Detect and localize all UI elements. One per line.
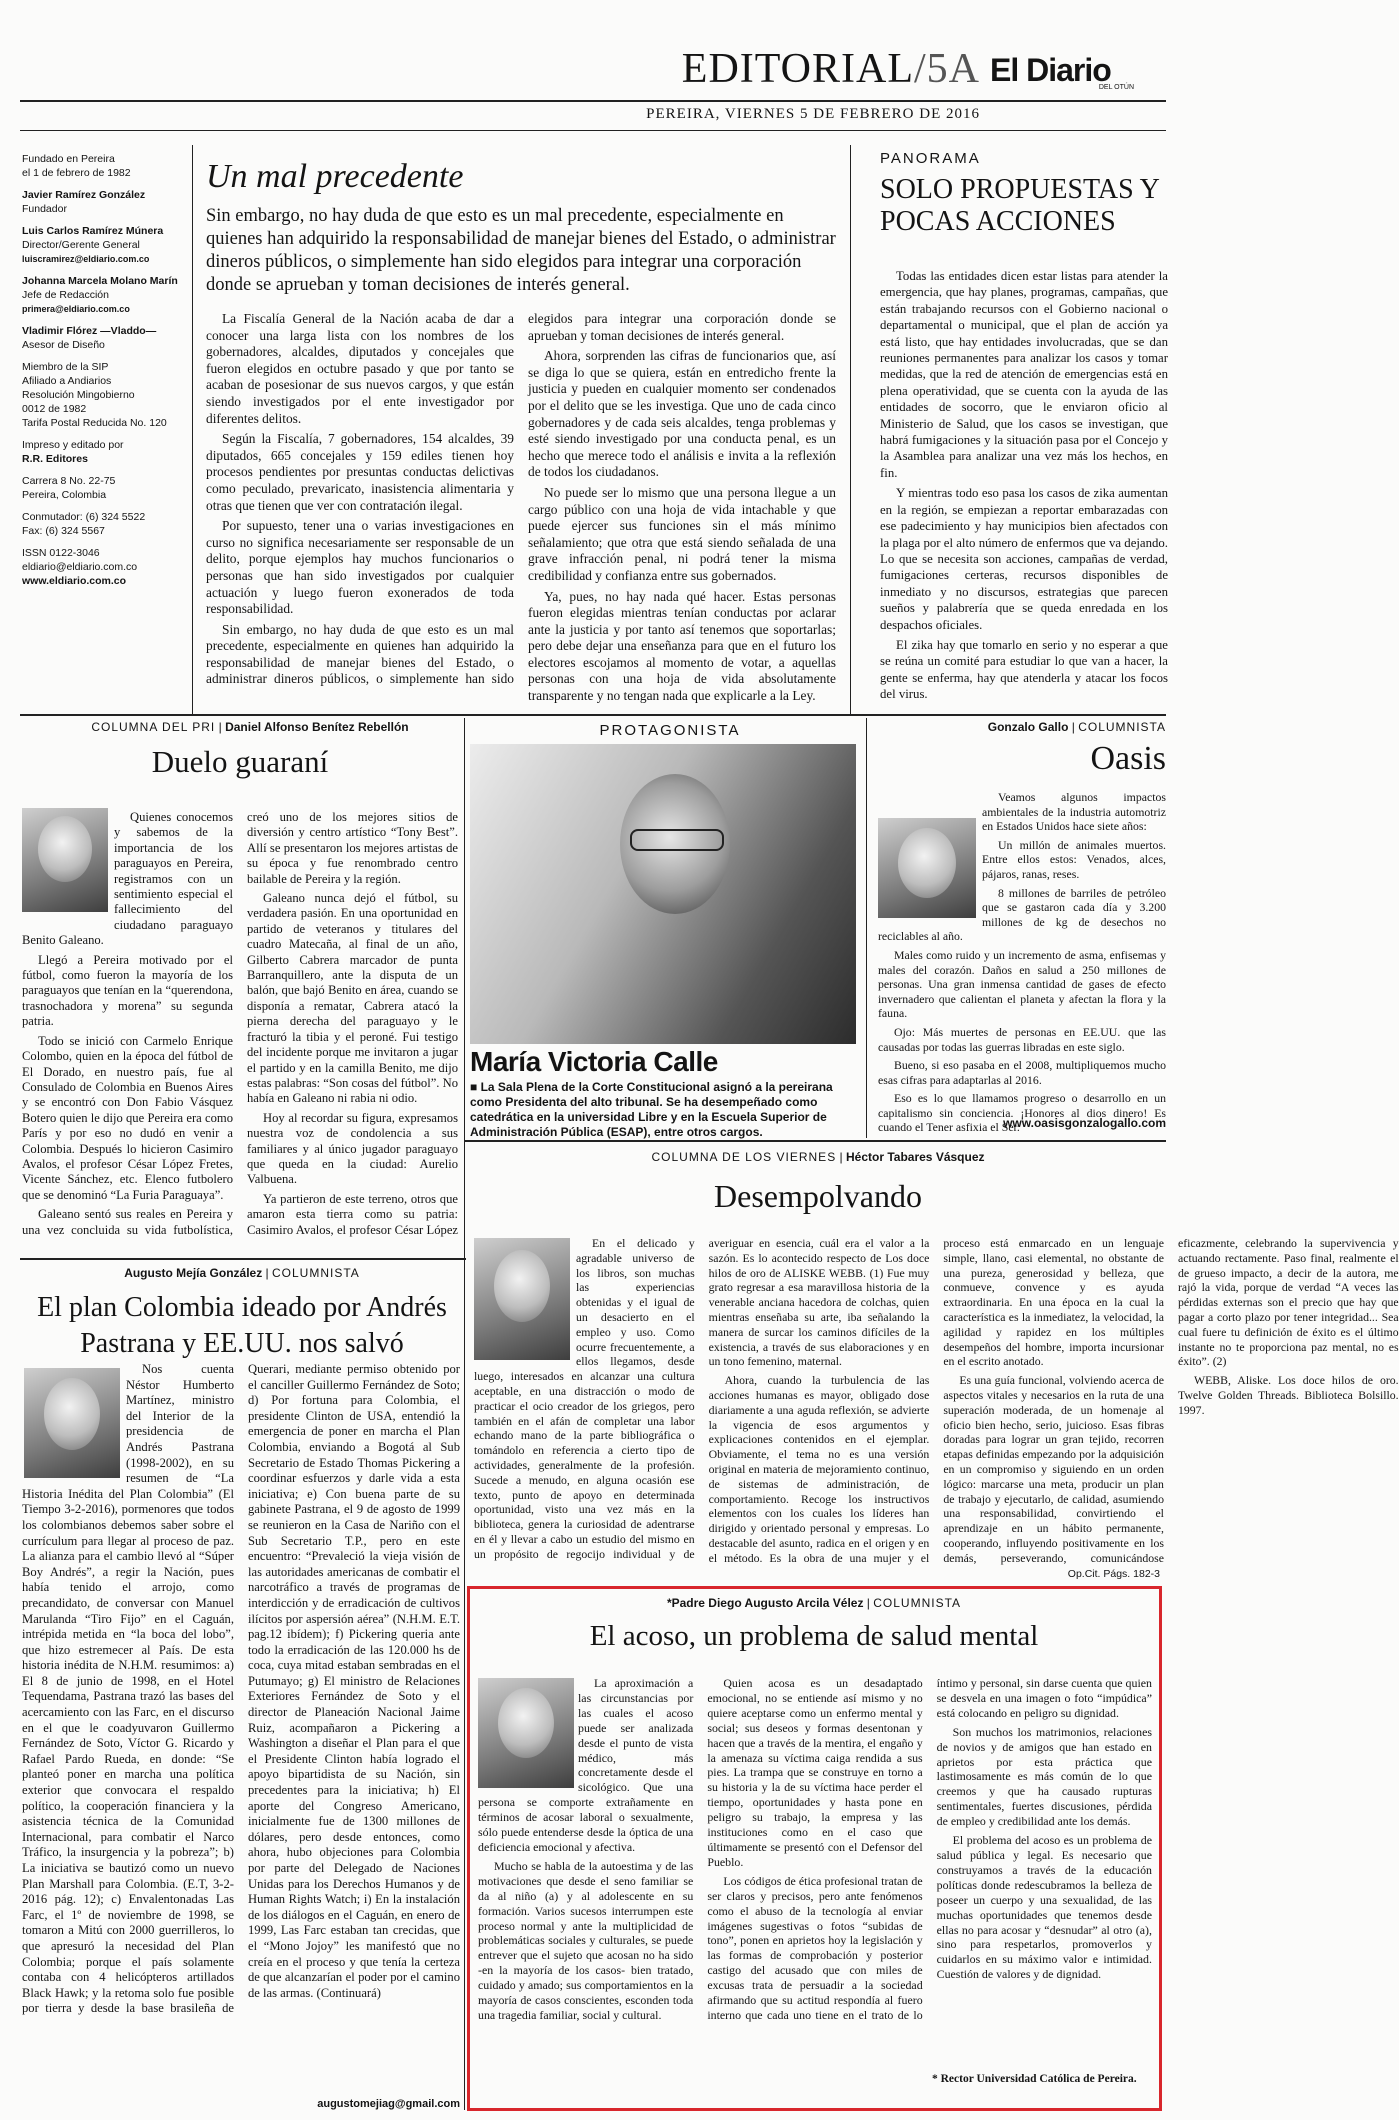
paragraph: Ahora, cuando la turbulencia de las acciones humanas es mayor, obligado dose diariamente a una aguda reflexión, se advierte la vigencia de esos argumentos y explicaciones contenidos en el ejemplar. Obviamente, el tema no es una versión original en materia de mejoramiento continuo, de sistemas de administración, de comportamiento. Recoge los instructivos elementos con los cuales los líderes han dirigido y orientado personal y empresas. Lo destacable del asunto, radica en el origen y en el método. Es la obra de una mujer y el proceso está enmarcado en un lenguaje simple, llano, casi elemental, no obstante de una pureza, generosidad y belleza, que conmueve, convence y es ayuda extraordinaria. En una época en la cual la característica es la inmediatez, la velocidad, la agilidad y rapidez en los múltiples desempeños del hombre, importa incursionar en el escrito anotado.	[708, 1236, 1164, 1565]
mast-line: Impreso y editado por	[22, 439, 124, 451]
plan-email[interactable]: augustomejiag@gmail.com	[317, 2098, 460, 2110]
bullet-icon: ■	[470, 1080, 481, 1094]
paragraph: Un millón de animales muertos. Entre ellos estos: Venados, alces, pájaros, ranas, reses.	[982, 837, 1166, 881]
paragraph: Hoy al recordar su figura, expresamos nuestra voz de condolencia a sus familiares y al único jugador paraguayo que queda en la ciudad: Aurelio Valbuena.	[247, 1110, 458, 1187]
editorial-body	[206, 311, 836, 713]
mast-name: Johanna Marcela Molano Marín	[22, 275, 178, 287]
header-rule-2	[20, 130, 1166, 131]
protagonista-kicker: PROTAGONISTA	[599, 722, 741, 739]
pri-kicker: COLUMNA DEL PRI	[91, 720, 216, 734]
desempolvando-title: Desempolvando	[714, 1178, 922, 1214]
mast-name: Vladimir Flórez —Vladdo—	[22, 325, 157, 337]
paragraph: Ojo: Más muertes de personas en EE.UU. que las causadas por todas las guerras libradas en este siglo.	[878, 1024, 1166, 1054]
oasis-web[interactable]: www.oasisgonzalogallo.com	[1003, 1116, 1166, 1130]
paragraph: Nos cuenta Néstor Humberto Martínez, ministro del Interior de la presidencia de Andrés Pastrana (1998-2002), en su resumen de “La Historia Inédita del Plan Colombia” (El Tiempo 3-2-2016), pormenores que todos los colombianos debemos saber sobre el currículum para llegar al proceso de paz. La alianza para el cambio llevó al “Súper Boy Andrés”, a regir la Nación, pues había tenido el arrojo, como precandidato, de conversar con Manuel Marulanda “Tiro Fijo” en el Caguán, intrépida metida en “la boca del lobo”, que hizo estremecer al País. De esta historia inédita de N.H.M. resumimos: a) El 8 de junio de 1998, en el Hotel Tequendama, Pastrana trazó las bases del acercamiento con las Farc, en el discurso en el que le coadyuvaron Guillermo Fernández de Soto, Víctor G. Ricardo y Rafael Pardo Rueda, en donde: “Se planteó poner en marcha una política exterior que convocara el respaldo político, la cooperación financiera y la asistencia técnica de la Comunidad Internacional, para combatir el Narco Tráfico, la insurgencia y la pobreza”; b) La iniciativa se bautizó como un nuevo Plan Marshall para Colombia. (E.T, 3-2-2016 pág. 12); c) Envalentonadas Las Farc, el 1º de noviembre de 1998, se tomaron a Mitú con 2000 guerrilleros, lo que apresuró la necesidad del Plan Colombia; porque el país solamente contaba con 4 helicópteros artillados Black Hawk; y la retoma solo fue posible por tierra y desde la base brasileña de Querari, mediante permiso obtenido por el canciller Guillermo Fernández de Soto; d) Por fortuna para Colombia, el presidente Clinton de USA, entendió la emergencia de poner en marcha el Plan Colombia, enviando a Bogotá al Sub Secretario de Estado Thomas Pickering a coordinar esfuerzos y darle vida a esta iniciativa; e) Con buena parte de su gabinete Pastrana, el 9 de agosto de 1999 se reunieron en la Casa de Nariño con el Sub Secretario T.P., pero en este encuentro: “Prevaleció la vieja visión de las autoridades americanas de combatir el narcotráfico a través de programas de interdicción y de erradicación de cultivos ilícitos por aspersión aérea” (N.H.M. E.T. pag.12 ibídem); f) Pickering queria ante todo la erradicación de las 120.000 hs de coca, cuya mitad estaban sembradas en el Putumayo; g) El ministro de Relaciones Exteriores Fernández de Soto y el director de Planeación Nacional Jaime Ruiz, acompañaron a Pickering a Washington a diseñar el Plan para el que el Presidente Clinton había logrado el apoyo bipartidista de su Nación, sin precedentes para la iniciativa; h) El aporte del Congreso Americano, inicialmente fue de 1300 millones de dólares, pero desde entonces, como ahora, hubo objeciones para Colombia por parte del Delegado de Naciones Unidas para los Derechos Humanos y de Human Rights Watch; i) En la instalación de los diálogos en el Caguán, en enero de 1999, Las Farc estaban tan crecidas, que el “Mono Jojoy” les manifestó que no creía en el proceso y que tenía la certeza de que alcanzarían el poder por el camino de las armas. (Continuará)	[22, 1362, 460, 2016]
mast-email[interactable]: luiscramirez@eldiario.com.co	[22, 254, 150, 264]
pri-byline: COLUMNA DEL PRI | Daniel Alfonso Benítez Rebellón	[91, 720, 409, 734]
mast-line: Afiliado a Andiarios	[22, 375, 112, 387]
masthead	[22, 152, 182, 588]
paragraph: Bueno, si eso pasaba en el 2008, multipliquemos mucho esas cifras para adaptarlas al 2016.	[878, 1058, 1166, 1087]
editorial-lede: Sin embargo, no hay duda de que esto es un mal precedente, especialmente en quienes han adquirido la responsabilidad de manejar bienes del Estado, o administrar dineros públicos, o simplemente han sido elegidos para integrar una corporación donde se aprueban y toman decisiones de interés general.	[206, 206, 836, 295]
mast-line: 0012 de 1982	[22, 403, 87, 415]
plan-divider	[464, 1140, 465, 2110]
paragraph: Sin embargo, no hay duda de que esto es un mal precedente, especialmente en quienes han adquirido la responsabilidad de manejar bienes del Estado, o administrar dineros públicos, o simplemente han sido elegidos para integrar una corporación donde se aprueban y toman decisiones de interés general.	[206, 311, 836, 687]
paragraph: El problema del acoso es un problema de salud pública y legal. Es necesario que construyamos a través de la educación políticas donde redescubramos la belleza de poseer un cuerpo y una sexualidad, de las muchas oportunidades que tenemos desde ellas no para acosar y “desnudar” al otro (a), sino para respetarlos, promoverlos y cuidarlos en su máximo valor e intimidad. Cuestión de valores y de dignidad.	[936, 1833, 1152, 1982]
oasis-kicker: COLUMNISTA	[1078, 720, 1166, 734]
paragraph: Y mientras todo eso pasa los casos de zika aumentan en la región, se empiezan a reportar embarazadas con ese padecimiento y hay municipios bien afectados con la plaga por el alto número de enfermos que va dejando. Lo que se necesita son acciones, campañas de verdad, fumigaciones certeras, recursos disponibles de inmediato y no discursos, estrategias que parecen sueños y palabrería que se queda enredada en los despachos oficiales.	[880, 486, 1168, 632]
paragraph: WEBB, Aliske. Los doce hilos de oro. Twelve Golden Threads. Biblioteca Bolsillo. 1997.	[1177, 1373, 1399, 1417]
desempolvando-byline: COLUMNA DE LOS VIERNES | Héctor Tabares Vásquez	[651, 1150, 985, 1164]
paragraph: No puede ser lo mismo que una persona llegue a un cargo público con una hoja de vida intachable y que puede ejercer sus funciones sin el más mínimo señalamiento; que otra que está siendo señalada de una grave infracción penal, ni podrá tener la misma credibilidad y confianza entre sus gobernados.	[528, 484, 836, 583]
section-rule	[464, 1140, 1166, 1142]
desempolvando-ref: Op.Cit. Págs. 182-3	[1067, 1568, 1160, 1580]
pri-body	[22, 810, 458, 1240]
paragraph: La aproximación a las circunstancias por las cuales el acoso puede ser analizada desde el punto de vista médico, más concretamente desde el sicológico. Que una persona se comporte extrañamente en términos de acosar laboral o sexualmente, sólo puede entenderse desde la óptica de una deficiencia emocional y afectiva.	[478, 1676, 694, 1854]
paragraph: 8 millones de barriles de petróleo que se gastaron cada día y 3.200 millones de kg de desechos no reciclables al año.	[878, 885, 1166, 944]
mast-line: Resolución Mingobierno	[22, 389, 135, 401]
paragraph: Es una guía funcional, volviendo acerca de aspectos vitales y necesarios en la ruta de una superación moderada, de un homenaje al oficio bien hecho, serio, juicioso. Esas fibras doradas para lograr un gran tejido, recorren etapas definidas empezando por la adquisición en un compromiso y siguiendo en un orden lógico: marcarse una meta, producir un plan de trabajo y ejecutarlo, de calidad, asumiendo una responsabilidad, convirtiendo el aprendizaje en un hábito permanente, cooperando, influyendo positivamente en los demás, perseverando, comunicándose eficazmente, celebrando la supervivencia y actuando rectamente. Paso final, realmente el de grueso impacto, a decir de la autora, me rajó la vida, porque de verdad “A veces las pérdidas externas son el precio que hay que pagar a corto plazo por tener integridad... Sea cual fuere tu definición de éxito es el último instante no te proporciona paz mental, no es éxito”. (2)	[943, 1236, 1399, 1565]
protagonista-photo	[470, 744, 856, 1044]
mast-line: Pereira, Colombia	[22, 489, 107, 501]
paragraph: Galeano sentó sus reales en Pereira y una vez concluida su vida futbolística, creó uno de los mejores sitios de diversión y centro artístico “Tony Best”. Allí se presentaron los mejores artistas de su época y fue renombrado centro bailable de Pereira y la región.	[22, 810, 458, 1237]
paragraph: Veamos algunos impactos ambientales de la industria automotriz en Estados Unidos hace siete años:	[982, 790, 1166, 834]
mast-line: ISSN 0122-3046	[22, 547, 100, 559]
plan-kicker: COLUMNISTA	[272, 1266, 360, 1280]
plan-author: Augusto Mejía González	[124, 1266, 263, 1280]
mast-line: Tarifa Postal Reducida No. 120	[22, 417, 167, 429]
paragraph: Todas las entidades dicen estar listas para atender la emergencia, que hay planes, programas, campañas, que están trabajando recursos con el Gobierno nacional o departamental o municipal, que el plan de acción ya está listo, que hay entidades involucradas, que se dan reuniones permanentes para analizar los casos y tomar medidas, que la red de atención de emergencias está en plena operatividad, que se cuenta con la ayuda de las entidades de socorro, que le enviaron oficio al Ministerio de Salud, que los casos se investigan, que habrá fumigaciones y la situación pasa por el Concejo y la Asamblea para analizar una vez más los hechos, en fin.	[880, 269, 1168, 480]
plan-byline: Augusto Mejía González | COLUMNISTA	[124, 1266, 360, 1280]
brand-logo	[990, 52, 1170, 96]
header-rule	[20, 100, 1166, 102]
oasis-author: Gonzalo Gallo	[987, 720, 1069, 734]
acoso-signature: * Rector Universidad Católica de Pereira.	[932, 2073, 1137, 2085]
mast-line: Asesor de Diseño	[22, 339, 105, 351]
paragraph: Males como ruido y un incremento de asma, enfisemas y males del corazón. Daños en salud a 250 millones de personas. Una gran inmensa cantidad de gases de efecto invernadero que calientan el planeta y afectan la flora y la fauna.	[878, 947, 1166, 1021]
acoso-author: *Padre Diego Augusto Arcila Vélez	[666, 1596, 864, 1610]
protagonista-name: María Victoria Calle	[470, 1046, 718, 1077]
paragraph: El zika hay que tomarlo en serio y no esperar a que se reúna un comité para estudiar lo que van a hacer, la gente se enferma, hay que atenderla y atacar los focos del virus.	[880, 637, 1168, 702]
brand-sub: DEL OTÚN	[1098, 84, 1134, 91]
paragraph: Mucho se habla de la autoestima y de las motivaciones que desde el seno familiar se da al niño (a) y al adolescente en su formación. Varios sucesos interrumpen este proceso normal y ante la multiplicidad de problemáticas sociales y culturales, se puede entrever que el sujeto que acosan no ha sido -en la mayoría de los casos- bien tratado, cuidado y amado; sus comportamientos en la mayoría de casos conscientes, esconden toda una tragedia familiar, social y cultural.	[478, 1858, 694, 2022]
mast-line: Carrera 8 No. 22-75	[22, 475, 116, 487]
panorama-kicker: PANORAMA	[880, 150, 981, 167]
dateline: PEREIRA, VIERNES 5 DE FEBRERO DE 2016	[646, 106, 980, 122]
mast-email[interactable]: eldiario@eldiario.com.co	[22, 561, 138, 573]
paragraph: Eso es lo que llamamos progreso o desarrollo en un capitalismo sin conciencia. ¡Honores al dios dinero! Es cuando el Tener asfixia el Ser.	[878, 1091, 1166, 1135]
oasis-byline: Gonzalo Gallo | COLUMNISTA	[987, 720, 1166, 734]
paragraph: Ya partieron de este terreno, otros que amaron esta tierra como su patria: Casimiro Avalos, el profesor César López	[247, 1191, 458, 1237]
page-number: 5A	[926, 46, 980, 92]
plan-title: El plan Colombia ideado por Andrés Pastrana y EE.UU. nos salvó	[37, 1292, 447, 1359]
mast-fax: Fax: (6) 324 5567	[22, 525, 105, 537]
paragraph: En el delicado y agradable universo de los libros, son muchas las experiencias obtenidas y el igual de un desacierto en el empleo y uso. Como ocurre frecuentemente, a ellos llegamos, desde luego, interesados en alcanzar una cultura aceptable, en una distracción o modo de practicar el ocio creador de los griegos, pero también en el afán de completar una labor echando mano de la parte bibliográfica o tomándolo en referencia a cierto tipo de actividades, generalmente de la profesión. Sucede a menudo, en alguna ocasión ese texto, punto de apoyo en determinada oportunidad, visto una vez más en la biblioteca, genera la curiosidad de adentrarse en él y llevar a cabo un estudio del mismo en un propósito de regocijo individual y de averiguar en esencia, cuál era el valor a la sazón. Es lo acontecido respecto de Los doce hilos de oro de ALISKE WEBB. (1) Fue muy grato regresar a esa maravillosa historia de la venerable anciana hacedora de colchas, quien mientras enseñaba su arte, iba señalando la manera de surcar los caminos difíciles de la existencia, a través de sus elaboraciones y en un tono femenino, maternal.	[474, 1236, 930, 1561]
mast-line: Jefe de Redacción	[22, 289, 109, 301]
mast-name: Luis Carlos Ramírez Múnera	[22, 225, 164, 237]
paragraph: Por supuesto, tener una o varias investigaciones en curso no significa necesariamente ser responsable de un delito, porque ejemplos hay muchos funcionarios o personas que han sido investigados por cualquier actuación y luego fueron exonerados de toda responsabilidad.	[206, 518, 514, 617]
mast-line: el 1 de febrero de 1982	[22, 167, 131, 179]
editorial-divider	[850, 145, 851, 715]
panorama-body	[880, 268, 1168, 714]
acoso-kicker: COLUMNISTA	[873, 1596, 962, 1610]
desempolvando-kicker: COLUMNA DE LOS VIERNES	[651, 1150, 837, 1164]
plan-body	[22, 1362, 460, 2092]
desempolvando-body	[474, 1236, 1399, 1566]
mast-email[interactable]: primera@eldiario.com.co	[22, 304, 130, 314]
paragraph: Ahora, sorprenden las cifras de funcionarios que, así se diga lo que se quiera, están en entredicho frente la justicia y pueden en cualquier momento ser condenados por el delito que se les investiga. Que uno de cada cinco gobernadores y de cada seis alcaldes, tenga problemas y esté siendo investigado por una conducta penal, es un hecho que merece todo el análisis e invita a la reflexión de todos los ciudadanos.	[528, 348, 836, 480]
mast-line: Fundado en Pereira	[22, 153, 115, 165]
masthead-divider	[192, 145, 193, 715]
paragraph: Según la Fiscalía, 7 gobernadores, 154 alcaldes, 39 diputados, 665 concejales y 159 ediles tienen hoy procesos pendientes por presuntas conductas delictivas como peculado, prevaricato, inasistencia alimentaria y otras que tienen que ver con contratación ilegal.	[206, 431, 514, 513]
section-title: EDITORIAL/5A	[681, 46, 980, 92]
brand-name: El Diario	[990, 52, 1111, 88]
panorama-title: SOLO PROPUESTAS Y POCAS ACCIONES	[880, 174, 1159, 237]
acoso-body	[478, 1676, 1152, 2070]
desempolvando-author: Héctor Tabares Vásquez	[846, 1150, 985, 1164]
protagonista-glasses	[630, 829, 724, 851]
paragraph: Llegó a Pereira motivado por el fútbol, como fueron la mayoría de los paraguayos que tenían en la “querendona, trasnochadora y morena” su segunda patria.	[22, 952, 233, 1029]
oasis-title: Oasis	[1090, 740, 1166, 777]
mast-phone: Conmutador: (6) 324 5522	[22, 511, 146, 523]
paragraph: Galeano nunca dejó el fútbol, su verdadera pasión. En una oportunidad en partido de veteranos y titulares del cuadro Matecaña, al final de un año, Gilberto Cabrera marcador de punta Barranquillero, ante la disputa de un balón, que bajó Benito en área, cuando se disponía a rematar, Cabrera atacó la pierna derecha del paraguayo y le fracturó la tibia y el peroné. Fui testigo del incidente porque me invitaron a jugar el partido y en la camilla Benito, me dijo estas palabras: “Son cosas del fútbol”. No había en Galeano ni rabia ni odio.	[247, 891, 458, 1106]
paragraph: Quien acosa es un desadaptado emocional, no se entiende así mismo y no quiere aceptarse como un enfermo mental y social; sus deseos y formas desentonan y hacen que a través de la mentira, el engaño y la amenaza su víctima caiga rendida a sus pies. La trampa que se construye en torno a su historia y la de su víctima hace perder el tiempo, oportunidades y hasta pone en peligro su trabajo, la empresa y las instituciones como en el caso que últimamente se presentó con el Defensor del Pueblo.	[707, 1676, 923, 1869]
acoso-byline: *Padre Diego Augusto Arcila Vélez | COLUMNISTA	[666, 1596, 962, 1610]
mast-line: Fundador	[22, 203, 67, 215]
paragraph: Quienes conocemos y sabemos de la importancia de los paraguayos en Pereira, registramos con un sentimiento especial el fallecimiento del ciudadano paraguayo Benito Galeano.	[22, 810, 233, 948]
mast-line: Miembro de la SIP	[22, 361, 109, 373]
mast-line: Director/Gerente General	[22, 239, 140, 251]
section-name: EDITORIAL	[681, 46, 914, 92]
section-rule	[20, 1258, 466, 1260]
mast-name: Javier Ramírez González	[22, 189, 146, 201]
pri-author: Daniel Alfonso Benítez Rebellón	[225, 720, 409, 734]
paragraph: La Fiscalía General de la Nación acaba de dar a conocer una larga lista con los nombres de los gobernadores, alcaldes, diputados y concejales que fueron elegidos en octubre pasado y que por tanto se acaban de posesionar de sus nuevos cargos, y que están siendo investigados por el ente investigador por diferentes delitos.	[206, 311, 514, 426]
protagonista-caption-text: La Sala Plena de la Corte Constitucional asignó a la pereirana como Presidenta del alto tribunal. Se ha desempeñado como catedrática en la universidad Libre y en la Escuela Superior de Administración Pública (ESAP), entre otros cargos.	[470, 1080, 833, 1139]
acoso-title: El acoso, un problema de salud mental	[589, 1620, 1039, 1652]
paragraph: Todo se inició con Carmelo Enrique Colombo, quien en la época del fútbol de El Dorado, en nuestro país, fue al Consulado de Colombia en Buenos Aires y se encontró con Don Fabio Vásquez Botero quien le dijo que Pereira era como París y por eso no dudó en venir a Colombia. Después lo hicieron Casimiro Avalos, el profesor César López Fretes, Vicente Sánchez, etc. Elenco futbolero que se denominó “La Furia Paraguaya”.	[22, 1033, 233, 1202]
mast-web[interactable]: www.eldiario.com.co	[22, 575, 127, 587]
paragraph: Ya, pues, no hay nada qué hacer. Estas personas fueron elegidas mientras tenían conductas por aclarar ante la justicia y por tanto así tenemos que soportarlas; pero debe dejar una enseñanza para que en el futuro los electores escojamos al momento de votar, a aquellas personas con una hoja de vida absolutamente transparente y no tengan nada que explicarle a la Ley.	[528, 588, 836, 704]
pri-title: Duelo guaraní	[151, 744, 329, 779]
mast-name: R.R. Editores	[22, 453, 88, 465]
paragraph: Los códigos de ética profesional tratan de ser claros y precisos, pero ante fenómenos como el abuso de la tecnología al enviar imágenes sugestivas o fotos “subidas de tono”, ponen en aprietos hoy la legislación y las formas de comprobación y posterior castigo del acusado que con miles de excusas trata de persuadir a la sociedad afirmando que su actitud respondía al fuero interno que cada uno tiene en el trato de lo íntimo y personal, sin darse cuenta que quien se desvela en una imagen o foto “impúdica” está colocando en peligro su dignidad.	[707, 1676, 1152, 2022]
editorial-title: Un mal precedente	[206, 158, 464, 195]
paragraph: Son muchos los matrimonios, relaciones de novios y de amigos que han estado en aprietos por esta práctica que lastimosamente es más común de lo que creemos y que ha causado rupturas sentimentales, fuertes discusiones, pérdida de empleo y credibilidad ante los demás.	[936, 1724, 1152, 1829]
section-rule	[20, 714, 1166, 716]
protagonista-divider	[866, 718, 867, 1138]
protagonista-caption	[470, 1080, 854, 1140]
